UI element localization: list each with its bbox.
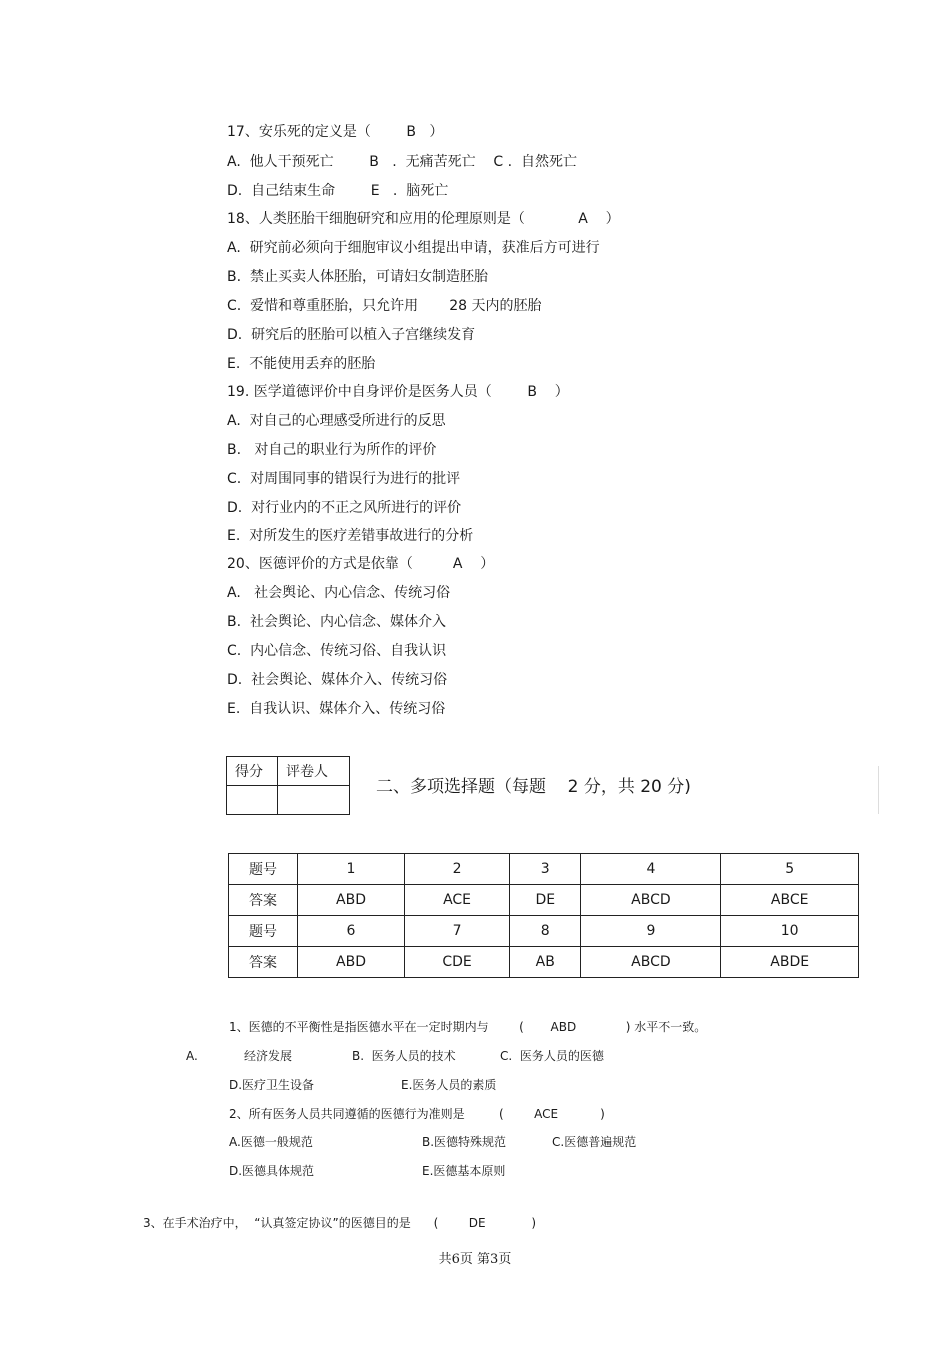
q18-option-d: D. 研究后的胚胎可以植入子宫继续发育 <box>227 327 476 343</box>
q20-option-a: A. 社会舆论、内心信念、传统习俗 <box>227 585 451 601</box>
grader-label: 评卷人 <box>278 757 350 786</box>
m2-option-e: E.医德基本原则 <box>422 1164 506 1178</box>
m1-option-a-label: A. <box>186 1049 198 1063</box>
m1-option-c: C. 医务人员的医德 <box>500 1049 604 1063</box>
table-cell: 10 <box>721 916 859 947</box>
table-cell: 7 <box>405 916 510 947</box>
m2-stem: 2、所有医务人员共同遵循的医德行为准则是 ( ACE ) <box>229 1107 605 1121</box>
score-label: 得分 <box>227 757 278 786</box>
answer-table <box>228 853 859 978</box>
q18-option-e: E. 不能使用丢弃的胚胎 <box>227 356 376 372</box>
q19-option-b: B. 对自己的职业行为所作的评价 <box>227 442 437 458</box>
margin-line <box>878 766 879 814</box>
table-cell: 9 <box>581 916 721 947</box>
table-cell: 8 <box>510 916 581 947</box>
table-row <box>229 947 859 978</box>
q17-options-row1: A. 他人干预死亡 B . 无痛苦死亡 C . 自然死亡 <box>227 154 577 170</box>
m3-stem: 3、在手术治疗中， “认真签定协议”的医德目的是 ( DE ) <box>143 1216 537 1230</box>
q20-stem: 20、医德评价的方式是依靠（ A ） <box>227 556 495 572</box>
table-cell: ABDE <box>721 947 859 978</box>
score-cell <box>227 786 278 815</box>
table-cell: 题号 <box>229 916 298 947</box>
table-cell: ABD <box>298 947 405 978</box>
table-cell: 3 <box>510 854 581 885</box>
table-cell: 答案 <box>229 885 298 916</box>
q19-option-a: A. 对自己的心理感受所进行的反思 <box>227 413 446 429</box>
table-cell: 4 <box>581 854 721 885</box>
m2-option-b: B.医德特殊规范 <box>422 1135 507 1149</box>
table-cell: ACE <box>405 885 510 916</box>
table-cell: CDE <box>405 947 510 978</box>
m1-option-a: 经济发展 <box>244 1049 293 1063</box>
score-box <box>226 756 350 815</box>
table-cell: 答案 <box>229 947 298 978</box>
table-cell: ABD <box>298 885 405 916</box>
q17-stem: 17、安乐死的定义是（ B ） <box>227 124 444 140</box>
q19-option-d: D. 对行业内的不正之风所进行的评价 <box>227 500 462 516</box>
q20-option-d: D. 社会舆论、媒体介入、传统习俗 <box>227 672 448 688</box>
q18-stem: 18、人类胚胎干细胞研究和应用的伦理原则是（ A ） <box>227 211 620 227</box>
table-cell: ABCD <box>581 885 721 916</box>
q20-option-b: B. 社会舆论、内心信念、媒体介入 <box>227 614 446 630</box>
table-cell: DE <box>510 885 581 916</box>
q17-options-row2: D. 自己结束生命 E . 脑死亡 <box>227 183 449 199</box>
grader-cell <box>278 786 350 815</box>
q18-option-b: B. 禁止买卖人体胚胎，可请妇女制造胚胎 <box>227 269 488 285</box>
page-footer: 共6页 第3页 <box>438 1252 512 1267</box>
q18-option-c: C. 爱惜和尊重胚胎，只允许用 28 天内的胚胎 <box>227 298 542 314</box>
q19-stem: 19. 医学道德评价中自身评价是医务人员（ B ） <box>227 384 569 400</box>
table-cell: 2 <box>405 854 510 885</box>
table-cell: AB <box>510 947 581 978</box>
q20-option-e: E. 自我认识、媒体介入、传统习俗 <box>227 701 446 717</box>
q18-option-a: A. 研究前必须向于细胞审议小组提出申请，获准后方可进行 <box>227 240 600 256</box>
m1-option-b: B. 医务人员的技术 <box>352 1049 456 1063</box>
q19-option-e: E. 对所发生的医疗差错事故进行的分析 <box>227 528 474 544</box>
m1-option-e: E.医务人员的素质 <box>401 1078 497 1092</box>
m1-option-d: D.医疗卫生设备 <box>229 1078 315 1092</box>
section-title: 二、多项选择题（每题 2 分，共 20 分) <box>376 777 691 797</box>
m1-stem: 1、医德的不平衡性是指医德水平在一定时期内与 ( ABD ) 水平不一致。 <box>229 1020 707 1034</box>
table-cell: ABCD <box>581 947 721 978</box>
m2-option-c: C.医德普遍规范 <box>552 1135 637 1149</box>
table-cell: 1 <box>298 854 405 885</box>
table-cell: ABCE <box>721 885 859 916</box>
m2-option-d: D.医德具体规范 <box>229 1164 315 1178</box>
m2-option-a: A.医德一般规范 <box>229 1135 313 1149</box>
table-cell: 5 <box>721 854 859 885</box>
q20-option-c: C. 内心信念、传统习俗、自我认识 <box>227 643 447 659</box>
table-cell: 题号 <box>229 854 298 885</box>
table-row <box>229 885 859 916</box>
table-row <box>229 854 859 885</box>
table-row <box>229 916 859 947</box>
q19-option-c: C. 对周围同事的错误行为进行的批评 <box>227 471 461 487</box>
table-cell: 6 <box>298 916 405 947</box>
